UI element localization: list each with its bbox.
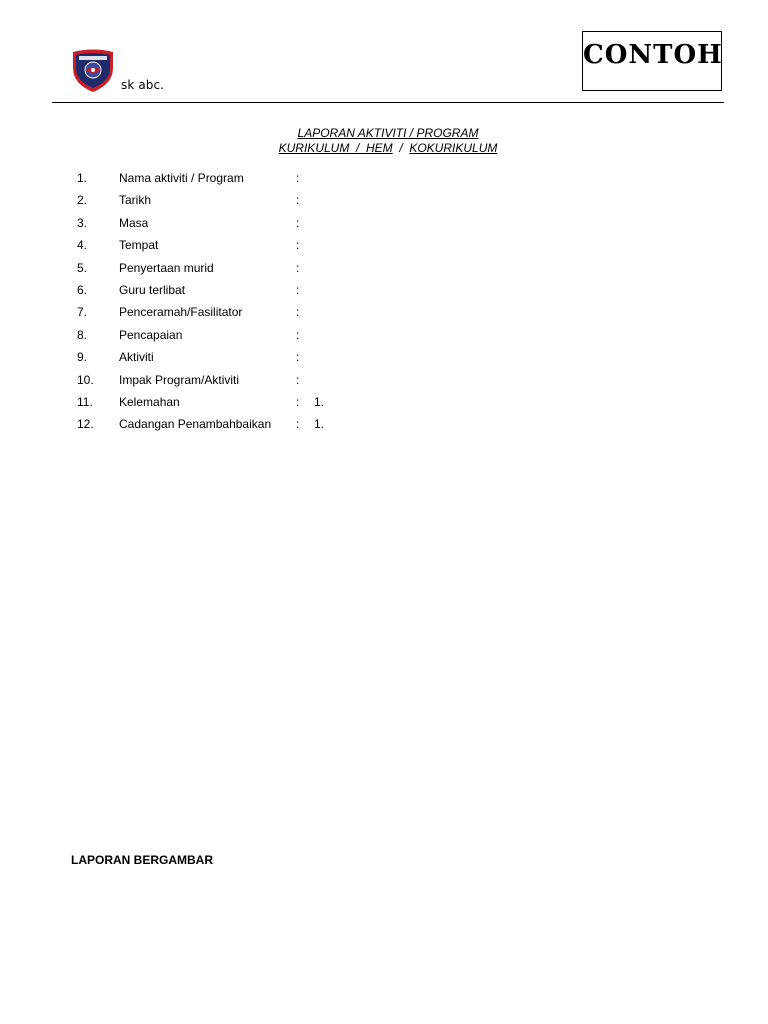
row-colon: : bbox=[296, 394, 300, 409]
row-label: Tarikh bbox=[119, 193, 152, 208]
row-label: Nama aktiviti / Program bbox=[119, 171, 244, 185]
row-label: Cadangan Penambahbaikan bbox=[119, 417, 272, 432]
sample-stamp-text: CONTOH bbox=[583, 40, 723, 70]
row-label: Pencapaian bbox=[119, 327, 183, 342]
report-subtitle bbox=[0, 141, 768, 155]
form-row bbox=[77, 170, 637, 192]
row-number: 6. bbox=[77, 282, 88, 297]
row-number: 5. bbox=[77, 260, 88, 275]
form-row bbox=[77, 394, 637, 416]
row-label: Kelemahan bbox=[119, 394, 180, 409]
form-row bbox=[77, 282, 637, 304]
row-number: 4. bbox=[77, 238, 88, 253]
row-label: Tempat bbox=[119, 238, 159, 253]
row-colon: : bbox=[296, 238, 300, 253]
row-number: 10. bbox=[77, 372, 94, 387]
row-colon: : bbox=[296, 260, 300, 275]
row-number: 3. bbox=[77, 215, 88, 230]
form-row bbox=[77, 349, 637, 371]
sample-stamp bbox=[582, 31, 722, 91]
gallery-section-title: LAPORAN BERGAMBAR bbox=[71, 853, 213, 867]
row-label: Impak Program/Aktiviti bbox=[119, 372, 240, 387]
row-colon: : bbox=[296, 350, 300, 365]
form-row bbox=[77, 416, 637, 438]
form-row bbox=[77, 192, 637, 214]
form-row bbox=[77, 215, 637, 237]
row-number: 11. bbox=[77, 394, 93, 409]
row-colon: : bbox=[296, 215, 300, 230]
report-title bbox=[0, 126, 768, 140]
school-crest-icon bbox=[69, 46, 117, 94]
row-number: 9. bbox=[77, 350, 88, 365]
row-colon: : bbox=[296, 282, 300, 297]
form-row bbox=[77, 327, 637, 349]
form-row bbox=[77, 260, 637, 282]
subtitle-sep-2: / bbox=[392, 141, 410, 155]
subtitle-sep-1: / bbox=[349, 141, 366, 155]
row-label: Guru terlibat bbox=[119, 282, 186, 297]
row-colon: : bbox=[296, 327, 300, 342]
row-value[interactable]: 1. bbox=[314, 417, 325, 432]
report-title-line1: LAPORAN AKTIVITI / PROGRAM bbox=[297, 126, 479, 140]
row-value[interactable]: 1. bbox=[314, 394, 325, 409]
report-form bbox=[77, 170, 637, 439]
school-name: sk abc. bbox=[121, 78, 165, 92]
row-colon: : bbox=[296, 193, 300, 208]
row-colon: : bbox=[296, 305, 300, 320]
row-label: Penceramah/Fasilitator bbox=[119, 305, 243, 320]
header-divider bbox=[52, 102, 724, 103]
form-row bbox=[77, 304, 637, 326]
row-number: 8. bbox=[77, 327, 88, 342]
row-label: Penyertaan murid bbox=[119, 260, 214, 275]
row-label: Aktiviti bbox=[119, 350, 154, 365]
form-row bbox=[77, 372, 637, 394]
subtitle-kokurikulum: KOKURIKULUM bbox=[409, 141, 498, 155]
row-number: 1. bbox=[77, 171, 88, 185]
row-colon: : bbox=[296, 372, 300, 387]
row-colon: : bbox=[296, 417, 300, 432]
row-label: Masa bbox=[119, 215, 149, 230]
row-number: 2. bbox=[77, 193, 88, 208]
subtitle-hem: HEM bbox=[366, 141, 393, 155]
row-colon: : bbox=[296, 171, 300, 185]
row-number: 7. bbox=[77, 305, 88, 320]
form-row bbox=[77, 237, 637, 259]
row-number: 12. bbox=[77, 417, 94, 432]
subtitle-kurikulum: KURIKULUM bbox=[278, 141, 350, 155]
